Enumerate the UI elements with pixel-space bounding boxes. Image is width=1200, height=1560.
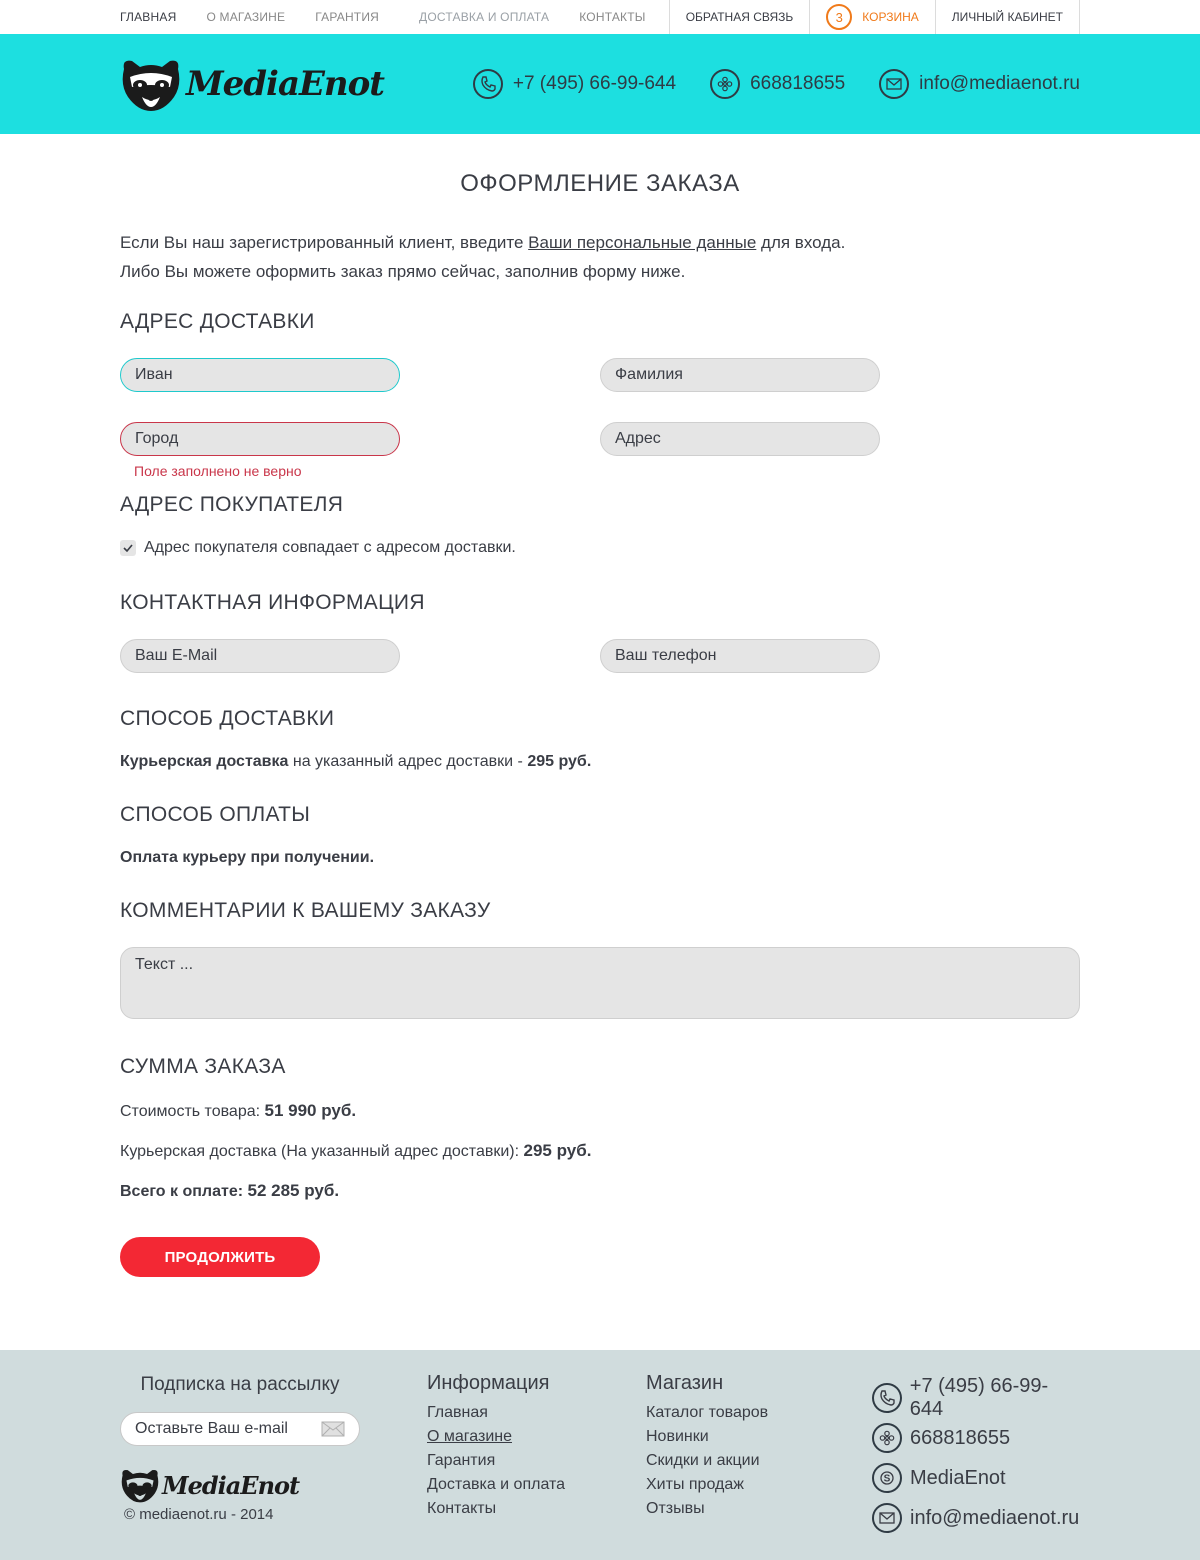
account-link[interactable]: ЛИЧНЫЙ КАБИНЕТ bbox=[935, 0, 1080, 34]
checkout-main bbox=[0, 134, 1200, 1277]
phone-icon bbox=[473, 69, 503, 99]
same-address-checkbox[interactable] bbox=[120, 540, 136, 556]
newsletter-block bbox=[120, 1374, 360, 1523]
envelope-icon bbox=[872, 1503, 902, 1533]
first-name-input[interactable]: Иван bbox=[120, 358, 400, 392]
nav-delivery[interactable]: ДОСТАВКА И ОПЛАТА bbox=[419, 10, 550, 24]
header-contacts bbox=[473, 69, 1080, 99]
footer-info-link[interactable]: Гарантия bbox=[427, 1452, 496, 1469]
goods-cost-label: Стоимость товара: bbox=[120, 1103, 265, 1120]
city-error-message: Поле заполнено не верно bbox=[134, 463, 302, 479]
last-name-input[interactable]: Фамилия bbox=[600, 358, 880, 392]
total-cost-line bbox=[120, 1181, 1080, 1201]
intro-line1-before: Если Вы наш зарегистрированный клиент, введите bbox=[120, 233, 529, 252]
footer-logo-text: MediaEnot bbox=[162, 1470, 300, 1500]
header-phone[interactable] bbox=[473, 69, 676, 99]
intro-line2: Либо Вы можете оформить заказ прямо сейчас, заполнив форму ниже. bbox=[120, 262, 686, 281]
footer-skype-text: MediaEnot bbox=[910, 1466, 1006, 1489]
cart-label: КОРЗИНА bbox=[862, 10, 919, 24]
site-footer bbox=[0, 1350, 1200, 1560]
newsletter-email-input[interactable] bbox=[120, 1412, 360, 1446]
cart-count-badge: 3 bbox=[826, 4, 852, 30]
icq-flower-icon bbox=[872, 1423, 902, 1453]
nav-home[interactable]: ГЛАВНАЯ bbox=[120, 10, 177, 24]
icq-flower-icon bbox=[710, 69, 740, 99]
delivery-method-text bbox=[120, 753, 1080, 771]
same-address-label: Адрес покупателя совпадает с адресом доставки. bbox=[144, 539, 516, 556]
footer-phone-text: +7 (495) 66-99-644 bbox=[909, 1375, 1049, 1420]
footer-email-text: info@mediaenot.ru bbox=[910, 1506, 1080, 1529]
footer-shop-link[interactable]: Отзывы bbox=[646, 1500, 705, 1517]
delivery-method-name: Курьерская доставка bbox=[120, 753, 289, 770]
logo-text: MediaEnot bbox=[186, 64, 385, 104]
copyright: © mediaenot.ru - 2014 bbox=[124, 1506, 274, 1523]
send-envelope-icon[interactable] bbox=[321, 1421, 345, 1437]
delivery-cost-line bbox=[120, 1141, 1080, 1161]
footer-icq[interactable] bbox=[872, 1418, 1080, 1458]
delivery-address-heading: АДРЕС ДОСТАВКИ bbox=[120, 310, 315, 333]
cart-link[interactable] bbox=[809, 0, 934, 34]
header-email[interactable] bbox=[879, 69, 1080, 99]
buyer-address-heading: АДРЕС ПОКУПАТЕЛЯ bbox=[120, 493, 344, 516]
header-icq[interactable] bbox=[710, 69, 845, 99]
delivery-method-heading: СПОСОБ ДОСТАВКИ bbox=[120, 707, 335, 730]
footer-email[interactable] bbox=[872, 1498, 1080, 1538]
footer-info-link[interactable]: Доставка и оплата bbox=[427, 1476, 566, 1493]
page-title: ОФОРМЛЕНИЕ ЗАКАЗА bbox=[460, 170, 740, 197]
footer-info-link[interactable]: О магазине bbox=[427, 1428, 512, 1445]
phone-input[interactable]: Ваш телефон bbox=[600, 639, 880, 673]
goods-cost-line bbox=[120, 1101, 1080, 1121]
raccoon-logo-icon bbox=[120, 1466, 160, 1504]
footer-skype[interactable] bbox=[872, 1458, 1080, 1498]
nav-about[interactable]: О МАГАЗИНЕ bbox=[206, 10, 286, 24]
phone-icon bbox=[872, 1383, 902, 1413]
footer-contacts bbox=[872, 1375, 1080, 1538]
header-icq-text: 668818655 bbox=[750, 73, 846, 94]
delivery-method-desc: на указанный адрес доставки - bbox=[288, 753, 528, 770]
raccoon-logo-icon bbox=[120, 55, 182, 113]
newsletter-title: Подписка на рассылку bbox=[140, 1374, 340, 1395]
same-address-checkbox-row[interactable] bbox=[120, 539, 1080, 557]
footer-info-link[interactable]: Главная bbox=[427, 1404, 488, 1421]
city-input[interactable]: Город bbox=[120, 422, 400, 456]
top-nav bbox=[120, 10, 646, 24]
contact-row bbox=[120, 639, 1080, 673]
login-link[interactable]: Ваши персональные данные bbox=[528, 233, 757, 252]
footer-shop-link[interactable]: Хиты продаж bbox=[646, 1476, 744, 1493]
nav-contacts[interactable]: КОНТАКТЫ bbox=[579, 10, 646, 24]
intro-text bbox=[120, 228, 1080, 286]
newsletter-placeholder: Оставьте Ваш e-mail bbox=[135, 1420, 288, 1437]
feedback-link[interactable]: ОБРАТНАЯ СВЯЗЬ bbox=[669, 0, 810, 34]
contact-info-heading: КОНТАКТНАЯ ИНФОРМАЦИЯ bbox=[120, 591, 425, 614]
delivery-cost-value: 295 руб. bbox=[523, 1141, 592, 1160]
continue-button[interactable]: ПРОДОЛЖИТЬ bbox=[120, 1237, 320, 1277]
order-sum-heading: СУММА ЗАКАЗА bbox=[120, 1055, 286, 1078]
delivery-cost-label: Курьерская доставка (На указанный адрес доставки): bbox=[120, 1143, 524, 1160]
name-row bbox=[120, 358, 1080, 392]
site-logo[interactable] bbox=[120, 55, 384, 113]
footer-shop-link[interactable]: Новинки bbox=[646, 1428, 709, 1445]
comments-textarea[interactable]: Текст ... bbox=[120, 947, 1080, 1019]
comments-heading: КОММЕНТАРИИ К ВАШЕМУ ЗАКАЗУ bbox=[120, 899, 491, 922]
envelope-icon bbox=[879, 69, 909, 99]
site-header bbox=[0, 34, 1200, 134]
header-email-text: info@mediaenot.ru bbox=[919, 73, 1080, 94]
footer-shop-column bbox=[646, 1372, 768, 1521]
checkmark-icon bbox=[123, 544, 133, 552]
footer-icq-text: 668818655 bbox=[910, 1426, 1011, 1449]
footer-shop-link[interactable]: Скидки и акции bbox=[646, 1452, 760, 1469]
skype-icon bbox=[872, 1463, 902, 1493]
delivery-method-price: 295 руб. bbox=[527, 753, 592, 770]
footer-phone[interactable] bbox=[872, 1375, 1080, 1420]
footer-info-link[interactable]: Контакты bbox=[427, 1500, 497, 1517]
header-phone-text: +7 (495) 66-99-644 bbox=[512, 73, 677, 94]
total-cost-label: Всего к оплате: bbox=[120, 1183, 248, 1200]
svg-text:S: S bbox=[883, 1473, 891, 1485]
city-row bbox=[120, 422, 1080, 479]
goods-cost-value: 51 990 руб. bbox=[264, 1101, 357, 1120]
email-input[interactable]: Ваш E-Mail bbox=[120, 639, 400, 673]
footer-info-column bbox=[427, 1372, 565, 1521]
footer-info-title: Информация bbox=[427, 1372, 550, 1394]
payment-method-value: Оплата курьеру при получении. bbox=[120, 849, 375, 866]
top-bar bbox=[0, 0, 1200, 34]
nav-warranty[interactable]: ГАРАНТИЯ bbox=[315, 10, 380, 24]
total-cost-value: 52 285 руб. bbox=[247, 1181, 340, 1200]
top-right-menu bbox=[669, 0, 1080, 34]
intro-line1-after: для входа. bbox=[756, 233, 846, 252]
address-input[interactable]: Адрес bbox=[600, 422, 880, 456]
footer-logo[interactable] bbox=[120, 1466, 360, 1504]
footer-shop-link[interactable]: Каталог товаров bbox=[646, 1404, 769, 1421]
footer-shop-title: Магазин bbox=[646, 1372, 724, 1394]
payment-method-heading: СПОСОБ ОПЛАТЫ bbox=[120, 803, 311, 826]
payment-method-text bbox=[120, 849, 1080, 867]
